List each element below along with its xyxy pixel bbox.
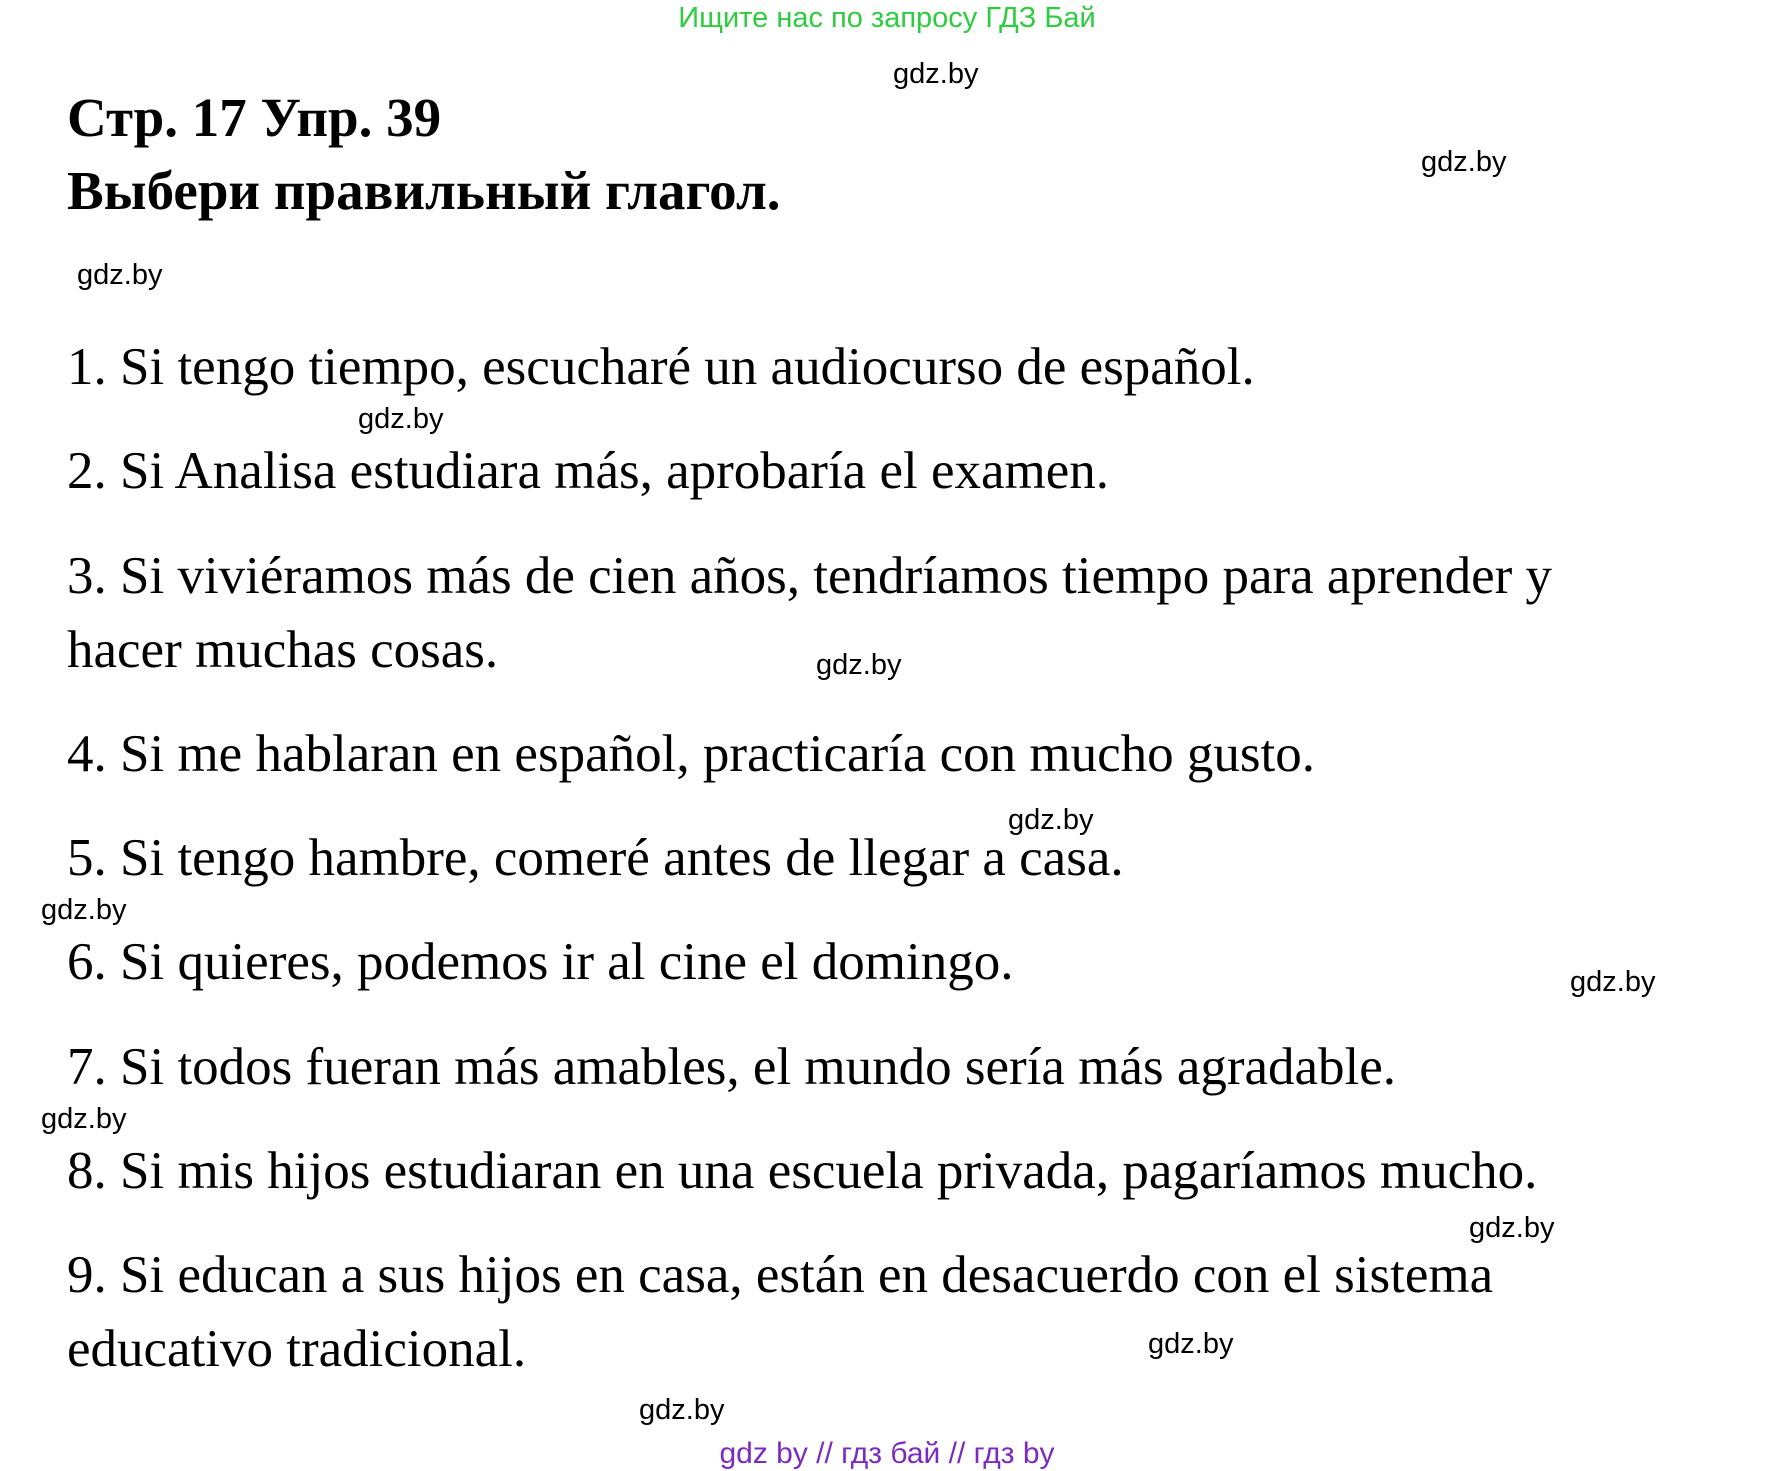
- watermark: gdz.by: [1570, 966, 1656, 998]
- sentence-2: 2. Si Analisa estudiara más, aprobaría el examen.: [67, 442, 1109, 500]
- top-banner: Ищите нас по запросу ГДЗ Бай: [678, 2, 1096, 34]
- watermark: gdz.by: [41, 894, 127, 926]
- sentence-3: 3. Si viviéramos más de cien años, tendríamos tiempo para aprender y: [67, 547, 1553, 605]
- watermark: gdz.by: [893, 58, 979, 90]
- footer-links: gdz by // гдз бай // гдз by: [719, 1437, 1055, 1470]
- watermark: gdz.by: [1008, 804, 1094, 836]
- sentence-4: 4. Si me hablaran en español, practicaría con mucho gusto.: [67, 725, 1316, 783]
- sentence-8: 8. Si mis hijos estudiaran en una escuela privada, pagaríamos mucho.: [67, 1142, 1538, 1200]
- watermark: gdz.by: [1469, 1212, 1555, 1244]
- sentence-9-continuation: educativo tradicional.: [67, 1320, 527, 1378]
- page-title: Стр. 17 Упр. 39: [67, 87, 442, 148]
- watermark: gdz.by: [816, 649, 902, 681]
- sentence-3-continuation: hacer muchas cosas.: [67, 621, 499, 679]
- sentence-5: 5. Si tengo hambre, comeré antes de llegar a casa.: [67, 829, 1124, 887]
- watermark: gdz.by: [639, 1394, 725, 1426]
- sentence-1: 1. Si tengo tiempo, escucharé un audiocurso de español.: [67, 338, 1255, 396]
- watermark: gdz.by: [1148, 1328, 1234, 1360]
- watermark: gdz.by: [1421, 146, 1507, 178]
- task-instruction: Выбери правильный глагол.: [67, 160, 781, 221]
- sentence-6: 6. Si quieres, podemos ir al cine el domingo.: [67, 933, 1014, 991]
- sentence-9: 9. Si educan a sus hijos en casa, están en desacuerdo con el sistema: [67, 1246, 1494, 1304]
- watermark: gdz.by: [77, 259, 163, 291]
- sentence-7: 7. Si todos fueran más amables, el mundo sería más agradable.: [67, 1038, 1397, 1096]
- watermark: gdz.by: [358, 403, 444, 435]
- watermark: gdz.by: [41, 1103, 127, 1135]
